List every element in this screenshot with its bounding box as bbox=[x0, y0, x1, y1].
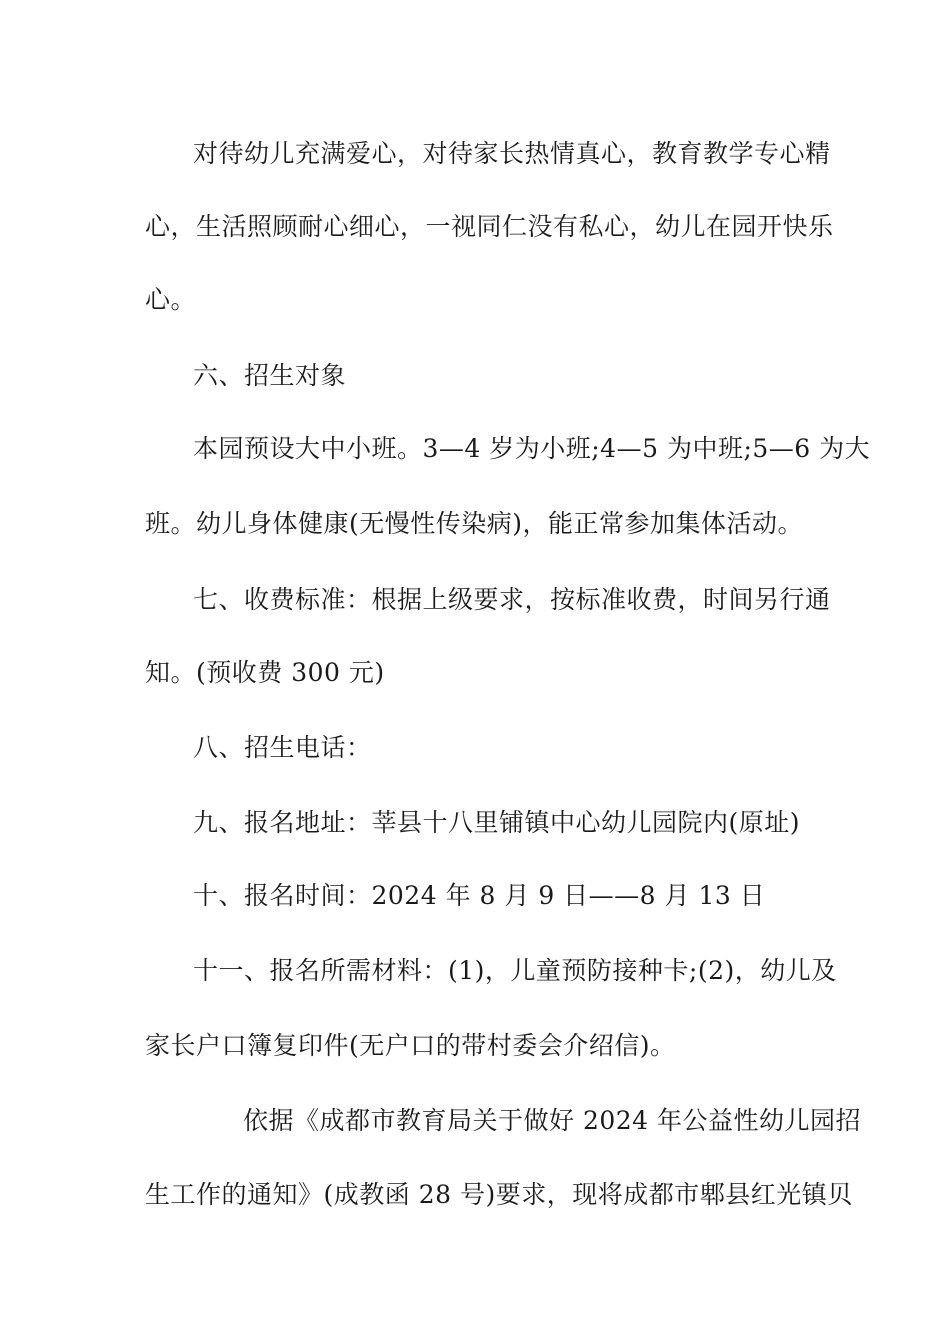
paragraph-materials-line-1: 十一、报名所需材料：(1)，儿童预防接种卡;(2)，幼儿及 bbox=[193, 956, 837, 985]
paragraph-fees-line-2: 知。(预收费 300 元) bbox=[145, 658, 385, 687]
heading-enrollment-target: 六、招生对象 bbox=[193, 361, 347, 390]
paragraph-love-line-2: 心，生活照顾耐心细心，一视同仁没有私心，幼儿在园开快乐 bbox=[145, 212, 834, 241]
paragraph-materials-line-2: 家长户口簿复印件(无户口的带村委会介绍信)。 bbox=[145, 1031, 676, 1060]
heading-enrollment-phone: 八、招生电话： bbox=[193, 733, 372, 762]
paragraph-fees-line-1: 七、收费标准：根据上级要求，按标准收费，时间另行通 bbox=[193, 585, 831, 614]
paragraph-love-line-3: 心。 bbox=[145, 285, 197, 314]
paragraph-registration-address: 九、报名地址：莘县十八里铺镇中心幼儿园院内(原址) bbox=[193, 808, 801, 837]
paragraph-registration-time: 十、报名时间：2024 年 8 月 9 日——8 月 13 日 bbox=[193, 881, 766, 910]
paragraph-classes-line-1: 本园预设大中小班。3—4 岁为小班;4—5 为中班;5—6 为大 bbox=[193, 434, 871, 463]
paragraph-classes-line-2: 班。幼儿身体健康(无慢性传染病)，能正常参加集体活动。 bbox=[145, 509, 804, 538]
paragraph-basis-line-2: 生工作的通知》(成教函 28 号)要求，现将成都市郫县红光镇贝 bbox=[145, 1180, 853, 1209]
paragraph-love-line-1: 对待幼儿充满爱心，对待家长热情真心，教育教学专心精 bbox=[193, 139, 831, 168]
paragraph-basis-line-1: 依据《成都市教育局关于做好 2024 年公益性幼儿园招 bbox=[243, 1106, 862, 1135]
